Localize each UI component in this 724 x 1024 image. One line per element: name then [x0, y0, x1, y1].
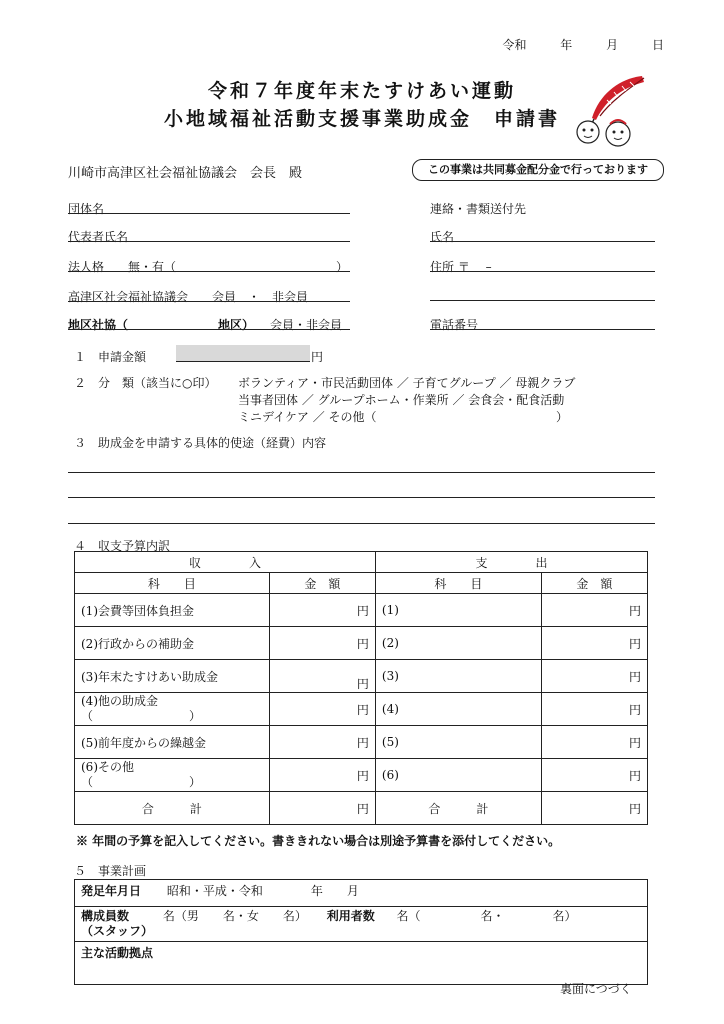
expense-row-label[interactable]: (6): [375, 759, 541, 792]
district-label: 地区社協（: [68, 318, 129, 332]
section1-label: １ 申請金額: [74, 350, 147, 364]
table-row: [75, 660, 648, 693]
footer-continue: 裏面につづく: [560, 982, 632, 996]
table-row: [75, 594, 648, 627]
section3-label: ３ 助成金を申請する具体的使途（経費）内容: [74, 436, 327, 450]
table-row: [75, 726, 648, 759]
founded-value: 昭和・平成・令和 年 月: [166, 884, 359, 898]
table-row: [75, 627, 648, 660]
plan-table: [74, 879, 648, 985]
income-amount-cell[interactable]: 円: [269, 759, 375, 792]
date-line: [502, 36, 664, 53]
category-line3-close: ）: [556, 410, 569, 424]
addressee: 川崎市高津区社会福祉協議会 会長 殿: [68, 166, 303, 181]
group-name-label: 団体名: [68, 202, 105, 216]
income-row-label: (5)前年度からの繰越金: [75, 726, 270, 759]
legal-status-close: ）: [336, 260, 349, 274]
members-sub: （スタッフ）: [81, 924, 154, 938]
members-value: 名（男 名・女 名）: [162, 909, 307, 923]
members-cell[interactable]: [75, 907, 648, 942]
district-member: 会員・非会員: [270, 318, 343, 332]
contact-label: 連絡・書類送付先: [430, 202, 527, 216]
request-amount-input[interactable]: [176, 345, 310, 362]
expense-row-label[interactable]: (2): [375, 627, 541, 660]
budget-note: ※ 年間の予算を記入してください。書ききれない場合は別途予算書を添付してください。: [76, 834, 561, 848]
district-suffix: 地区）: [218, 318, 255, 332]
expense-amount-cell[interactable]: 円: [541, 726, 647, 759]
expense-amount-cell[interactable]: 円: [541, 693, 647, 726]
expense-row-label[interactable]: (5): [375, 726, 541, 759]
mascot-quill-illustration: [560, 70, 650, 150]
expense-row-label[interactable]: (1): [375, 594, 541, 627]
usage-line-2[interactable]: [68, 497, 655, 498]
base-cell[interactable]: [75, 942, 648, 985]
council-member-line[interactable]: [68, 301, 350, 302]
address-label: 住所 〒 –: [430, 260, 492, 274]
usage-line-1[interactable]: [68, 472, 655, 473]
income-total-cell[interactable]: 円: [269, 792, 375, 825]
income-amount-cell[interactable]: 円: [269, 594, 375, 627]
usage-line-3[interactable]: [68, 523, 655, 524]
request-amount-unit: 円: [311, 350, 324, 364]
address-input[interactable]: [430, 271, 655, 272]
users-value: 名（ 名・ 名）: [396, 909, 577, 923]
expense-header: 支 出: [375, 552, 647, 573]
income-amount-cell[interactable]: 円: [269, 726, 375, 759]
founded-label: 発足年月日: [81, 884, 142, 898]
legal-status-input[interactable]: [68, 271, 350, 272]
district-input[interactable]: [68, 329, 350, 330]
income-row-label: (3)年末たすけあい助成金: [75, 660, 270, 693]
expense-total-cell[interactable]: 円: [541, 792, 647, 825]
date-month: 月: [606, 38, 619, 52]
table-row: [75, 759, 648, 792]
phone-label: 電話番号: [430, 318, 479, 332]
income-row-label: (2)行政からの補助金: [75, 627, 270, 660]
income-amount-cell[interactable]: 円: [269, 693, 375, 726]
income-total-label: 合 計: [75, 792, 270, 825]
income-amount-header: 金 額: [269, 573, 375, 594]
expense-amount-cell[interactable]: 円: [541, 627, 647, 660]
date-year: 年: [560, 38, 573, 52]
expense-subject-header: 科 目: [375, 573, 541, 594]
category-line2[interactable]: 当事者団体 ／ グループホーム・作業所 ／ 会食会・配食活動: [238, 393, 565, 407]
income-row-label: (4)他の助成金 （ ）: [75, 693, 270, 726]
section5-label: ５ 事業計画: [74, 864, 147, 878]
legal-status-label: 法人格 無・有（: [68, 260, 177, 274]
expense-row-label[interactable]: (4): [375, 693, 541, 726]
section2-label: ２ 分 類（該当に○印）: [74, 376, 217, 390]
category-line3[interactable]: ミニデイケア ／ その他（: [238, 410, 377, 424]
phone-input[interactable]: [430, 329, 655, 330]
income-subject-header: 科 目: [75, 573, 270, 594]
income-amount-cell[interactable]: 円: [269, 627, 375, 660]
expense-amount-cell[interactable]: 円: [541, 594, 647, 627]
founded-cell[interactable]: [75, 880, 648, 907]
expense-amount-cell[interactable]: 円: [541, 660, 647, 693]
income-row-label: (1)会費等団体負担金: [75, 594, 270, 627]
users-label: 利用者数: [326, 909, 375, 923]
members-label: 構成員数: [81, 909, 130, 923]
table-row: [75, 693, 648, 726]
contact-name-input[interactable]: [430, 241, 655, 242]
representative-label: 代表者氏名: [68, 230, 129, 244]
expense-amount-header: 金 額: [541, 573, 647, 594]
date-day: 日: [651, 38, 664, 52]
category-line1[interactable]: ボランティア・市民活動団体 ／ 子育てグループ ／ 母親クラブ: [238, 376, 576, 390]
base-label: 主な活動拠点: [81, 946, 154, 960]
council-member-label: 高津区社会福祉協議会 会員 ・ 非会員: [68, 290, 309, 304]
address-line2-input[interactable]: [430, 300, 655, 301]
expense-total-label: 合 計: [375, 792, 541, 825]
section4-label: ４ 収支予算内訳: [74, 539, 171, 553]
income-header: 収 入: [75, 552, 376, 573]
income-amount-cell[interactable]: 円: [269, 660, 375, 693]
notice-box: この事業は共同募金配分金で行っております: [412, 159, 664, 181]
title-line1: 令和７年度年末たすけあい運動: [207, 80, 516, 102]
title-line2: 小地域福祉活動支援事業助成金 申請書: [163, 108, 560, 130]
budget-table: [74, 551, 648, 825]
income-row-label: (6)その他 （ ）: [75, 759, 270, 792]
date-era: 令和: [502, 38, 527, 52]
group-name-input[interactable]: [68, 213, 350, 214]
expense-row-label[interactable]: (3): [375, 660, 541, 693]
total-row: [75, 792, 648, 825]
representative-input[interactable]: [68, 241, 350, 242]
contact-name-label: 氏名: [430, 230, 455, 244]
expense-amount-cell[interactable]: 円: [541, 759, 647, 792]
